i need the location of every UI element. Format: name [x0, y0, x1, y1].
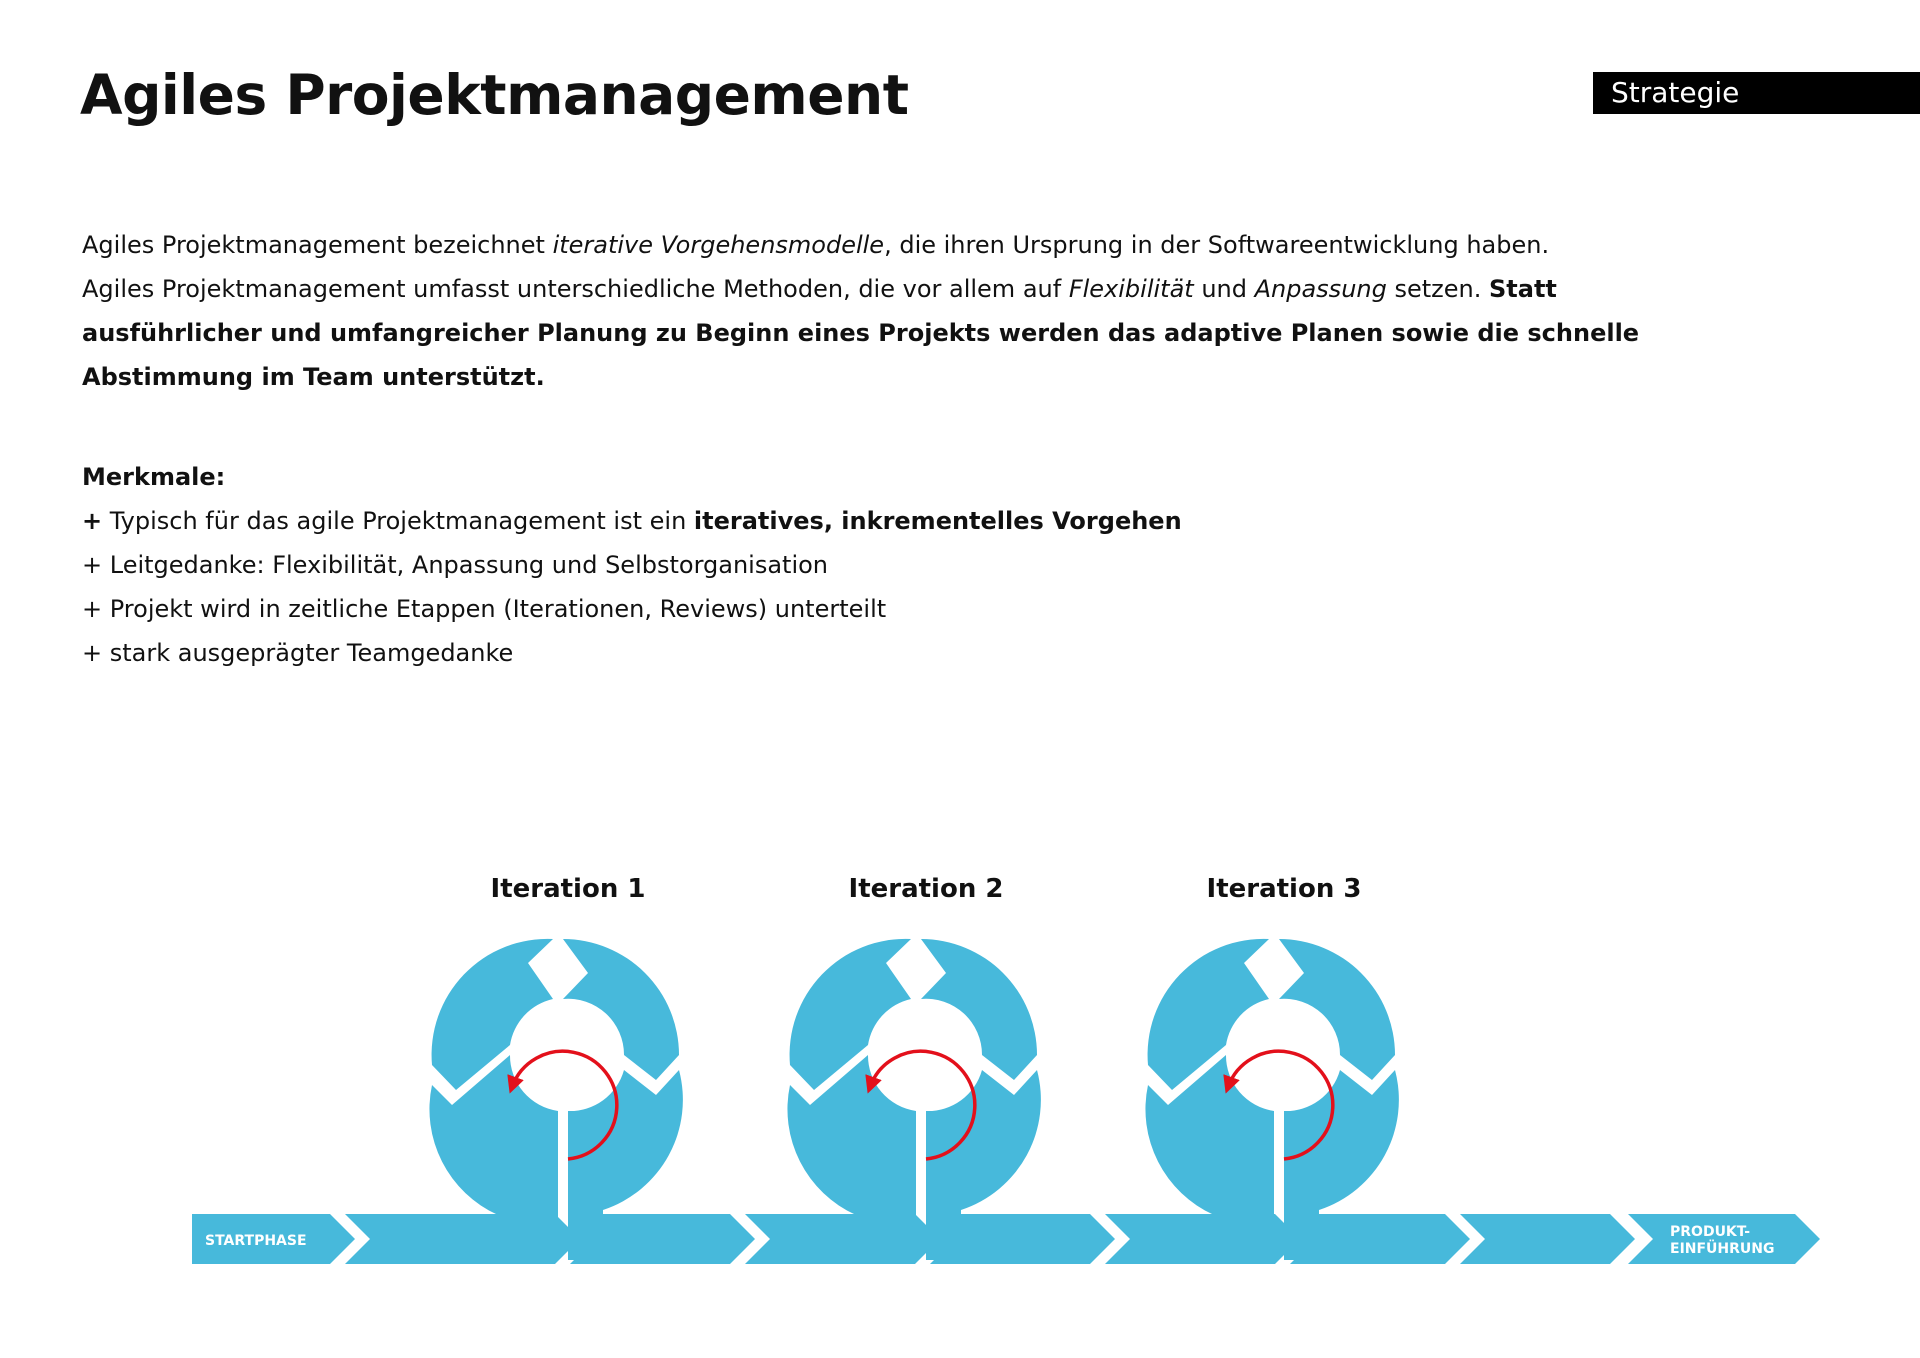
features-heading: Merkmale:: [82, 463, 226, 491]
feature-item: [82, 499, 1482, 543]
feature-text: Typisch für das agile Projektmanagement ist ein: [102, 507, 694, 535]
intro-line-2: [82, 267, 1582, 311]
intro-text: Agiles Projektmanagement bezeichnet: [82, 231, 553, 259]
feature-plus: +: [82, 507, 103, 535]
intro-strong: Statt: [1488, 275, 1557, 303]
features-section: [82, 455, 1482, 675]
iteration-cycle: [429, 939, 682, 1260]
category-tag: Strategie: [1593, 72, 1920, 114]
timeline-segment: [1460, 1214, 1635, 1264]
intro-emphasis: Flexibilität: [1068, 275, 1194, 303]
feature-item: + Projekt wird in zeitliche Etappen (Iterationen, Reviews) unterteilt: [82, 595, 887, 623]
feature-item: + Leitgedanke: Flexibilität, Anpassung und Selbstorganisation: [82, 551, 829, 579]
iteration-cycle: [1145, 939, 1398, 1260]
end-phase-label-line1: PRODUKT-: [1670, 1224, 1751, 1240]
intro-emphasis: iterative Vorgehensmodelle: [552, 231, 885, 259]
intro-text: , die ihren Ursprung in der Softwareentwicklung haben.: [884, 231, 1550, 259]
intro-text: und: [1193, 275, 1255, 303]
feature-strong: iteratives, inkrementelles Vorgehen: [693, 507, 1182, 535]
iteration-label: Iteration 1: [490, 874, 646, 904]
feature-item: + stark ausgeprägter Teamgedanke: [82, 639, 514, 667]
iteration-diagram: [0, 850, 1920, 1300]
iteration-cycle: [787, 939, 1040, 1260]
intro-line-1: [82, 223, 1582, 267]
intro-paragraph: [82, 223, 1640, 399]
page-title: Agiles Projektmanagement: [80, 63, 909, 127]
timeline-band: [192, 1214, 1820, 1264]
iteration-label: Iteration 3: [1206, 874, 1362, 904]
intro-emphasis: Anpassung: [1254, 275, 1387, 303]
intro-line-4: Abstimmung im Team unterstützt.: [82, 363, 545, 391]
start-phase-label: STARTPHASE: [205, 1233, 307, 1249]
intro-text: setzen.: [1386, 275, 1489, 303]
intro-text: Agiles Projektmanagement umfasst unterschiedliche Methoden, die vor allem auf: [82, 275, 1069, 303]
iteration-label: Iteration 2: [848, 874, 1004, 904]
intro-line-3: ausführlicher und umfangreicher Planung zu Beginn eines Projekts werden das adaptive Planen sowie die schnelle: [82, 319, 1640, 347]
features-list: [82, 499, 1482, 675]
end-phase-label-line2: EINFÜHRUNG: [1670, 1241, 1775, 1257]
